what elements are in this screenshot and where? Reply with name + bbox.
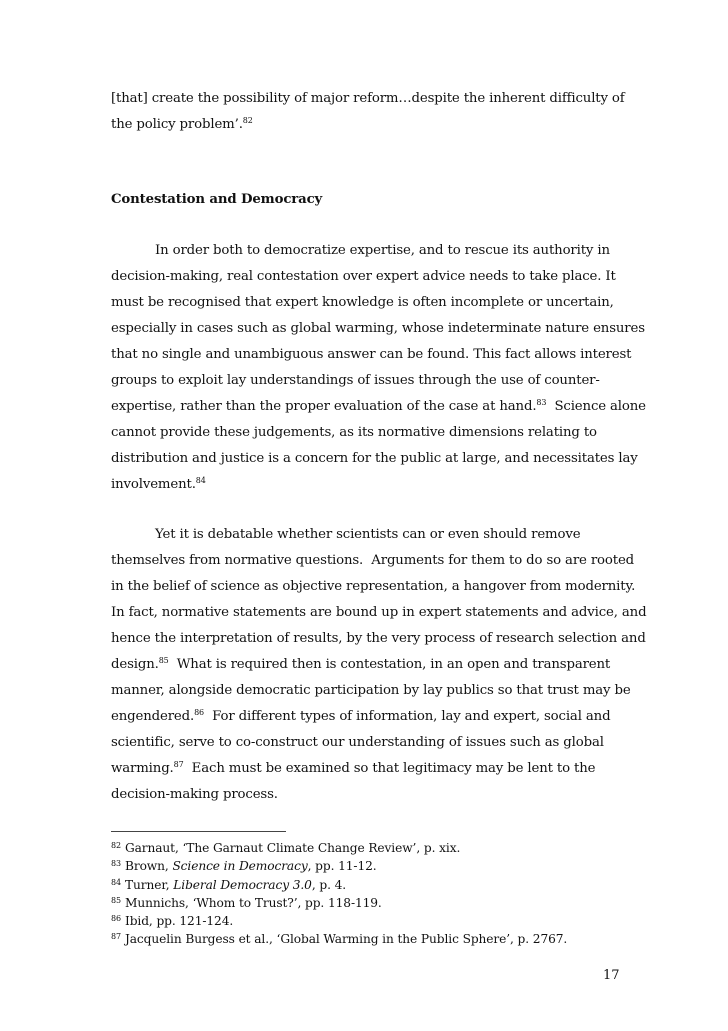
footnote-number: 85 <box>111 895 121 905</box>
footnote-ref-85[interactable]: 85 <box>158 656 169 665</box>
footnote-ref-84[interactable]: 84 <box>195 476 206 485</box>
footnote-text: Brown, <box>124 859 173 874</box>
para1-line-2: decision-making, real contestation over expert advice needs to take place. It <box>111 269 616 284</box>
para2-line-8b: For different types of information, lay and expert, social and <box>203 709 611 724</box>
para2-line-10a: warming. <box>111 761 174 776</box>
para2-line-6a: design. <box>111 657 159 672</box>
para1-line-3: must be recognised that expert knowledge is often incomplete or uncertain, <box>111 295 614 310</box>
para2-line-2: themselves from normative questions. Arguments for them to do so are rooted <box>111 553 635 568</box>
paragraph-2 <box>111 522 647 808</box>
footnote-87 <box>111 930 631 948</box>
para2-line-4: In fact, normative statements are bound up in expert statements and advice, and <box>111 605 647 620</box>
footnote-85 <box>111 894 631 912</box>
footnote-83 <box>111 857 631 875</box>
footnote-title: Science in Democracy <box>172 859 308 874</box>
paragraph-1 <box>111 238 646 498</box>
footnote-86 <box>111 912 631 930</box>
footnote-number: 84 <box>111 877 121 887</box>
para2-line-6b: What is required then is contestation, in an open and transparent <box>168 657 611 672</box>
para2-line-1: Yet it is debatable whether scientists can or even should remove <box>155 527 581 542</box>
para2-line-6 <box>111 652 621 678</box>
para1-line-8: cannot provide these judgements, as its normative dimensions relating to <box>111 425 597 440</box>
para1-line-10-text: involvement. <box>111 477 196 492</box>
footnote-text: Ibid, pp. 121-124. <box>124 914 234 929</box>
para1-line-7b: Science alone <box>546 399 646 414</box>
intro-line-2-text: the policy problem’. <box>111 117 243 132</box>
para2-line-10 <box>111 756 621 782</box>
page-number: 17 <box>603 968 620 983</box>
para1-line-10 <box>111 472 621 498</box>
footnote-ref-86[interactable]: 86 <box>194 708 204 717</box>
para2-line-3: in the belief of science as objective representation, a hangover from modernity. <box>111 579 636 594</box>
footnote-number: 87 <box>111 932 121 942</box>
footnote-number: 83 <box>111 859 121 869</box>
footnote-title: Liberal Democracy 3.0 <box>173 877 312 892</box>
footnote-text: Garnaut, ‘The Garnaut Climate Change Review’, p. xix. <box>124 841 461 855</box>
footnote-ref-87[interactable]: 87 <box>173 760 184 769</box>
para1-line-6: groups to exploit lay understandings of issues through the use of counter- <box>111 373 600 388</box>
footnote-text-tail: , pp. 11-12. <box>307 859 377 874</box>
footnotes <box>111 839 631 949</box>
footnote-number: 82 <box>111 841 121 850</box>
para1-line-4: especially in cases such as global warming, whose indeterminate nature ensures <box>111 321 645 336</box>
footnote-ref-82[interactable]: 82 <box>242 116 253 125</box>
para1-line-7a: expertise, rather than the proper evaluation of the case at hand. <box>111 399 537 414</box>
para2-line-7: manner, alongside democratic participation by lay publics so that trust may be <box>111 683 631 698</box>
para2-line-10b: Each must be examined so that legitimacy may be lent to the <box>183 761 596 776</box>
para2-line-11: decision-making process. <box>111 787 278 802</box>
footnote-text: Turner, <box>124 877 174 892</box>
para1-line-5: that no single and unambiguous answer can be found. This fact allows interest <box>111 347 632 362</box>
para2-line-9: scientific, serve to co-construct our understanding of issues such as global <box>111 735 604 750</box>
footnote-number: 86 <box>111 914 121 924</box>
intro-line-1: [that] create the possibility of major reform…despite the inherent difficulty of <box>111 91 625 106</box>
para2-line-8a: engendered. <box>111 709 195 724</box>
intro-line-2 <box>111 112 621 138</box>
footnote-ref-83[interactable]: 83 <box>536 398 547 407</box>
footnote-text: Munnichs, ‘Whom to Trust?’, pp. 118-119. <box>124 895 382 910</box>
section-heading: Contestation and Democracy <box>111 192 323 207</box>
para1-line-1: In order both to democratize expertise, and to rescue its authority in <box>155 243 610 258</box>
intro-paragraph <box>111 86 625 138</box>
footnote-text-tail: , p. 4. <box>311 877 347 892</box>
para1-line-9: distribution and justice is a concern for the public at large, and necessitates lay <box>111 451 638 466</box>
footnote-82 <box>111 839 631 857</box>
footnote-84 <box>111 876 631 894</box>
para2-line-8 <box>111 704 621 730</box>
footnote-separator <box>111 831 286 832</box>
para1-line-7 <box>111 394 646 420</box>
para2-line-5: hence the interpretation of results, by the very process of research selection and <box>111 631 646 646</box>
footnote-text: Jacquelin Burgess et al., ‘Global Warming in the Public Sphere’, p. 2767. <box>124 932 568 947</box>
